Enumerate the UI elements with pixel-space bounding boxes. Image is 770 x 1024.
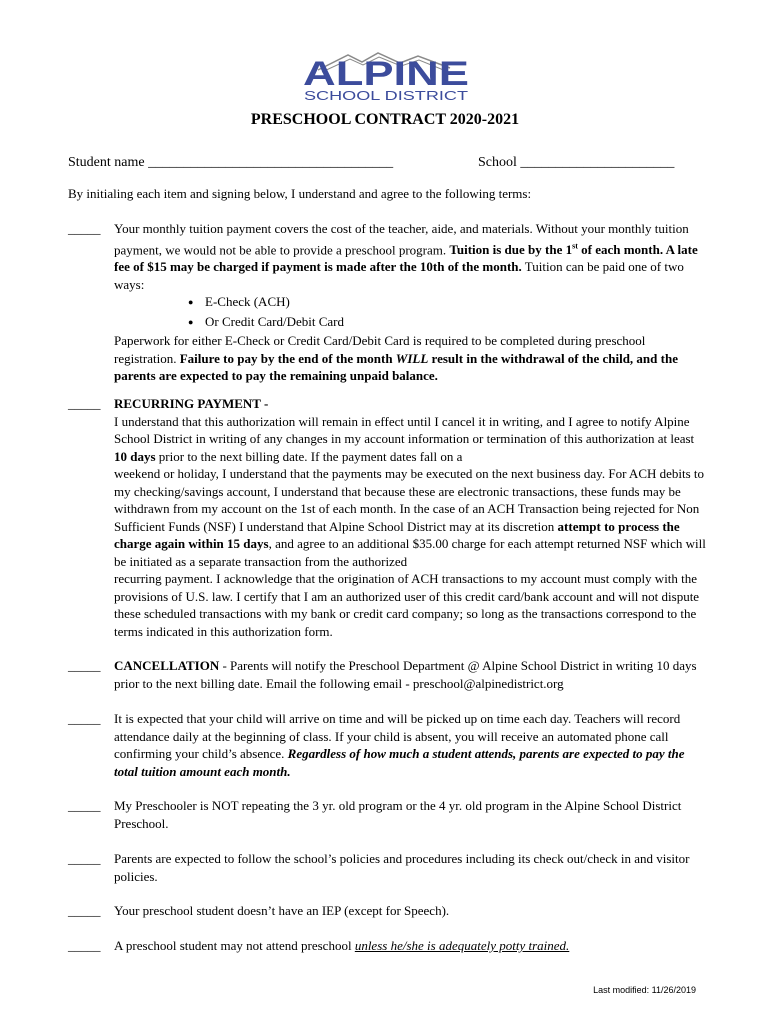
cancellation-text: - Parents will notify the Preschool Department @ Alpine School District in writing 10 days prior to the next billing date. Email the following email - preschool@alpinedistrict.org [114,658,697,691]
tuition-due-text: Tuition is due by the 1st of each month. A late fee of $15 may be charged if payment is made after the 10th of the month. [114,241,698,275]
recurring-heading: RECURRING PAYMENT - [114,396,269,411]
term-potty-trained [68,937,708,955]
initial-blank[interactable]: _____ [68,798,101,813]
payment-methods-list [114,293,708,332]
recurring-text: weekend or holiday, I understand that the payments may be executed on the next business day. For ACH debits to my checking/savings account, I understand that because these are electronic transactions, these funds may be withdrawn from my account on the 1st of each month. In the case of an ACH Transaction being rejected for Non Sufficient Funds (NSF) I understand that Alpine School District may at its discretion [114,466,705,534]
term-text [114,937,708,955]
school-label: School [478,155,517,170]
retry-charge-text: attempt to process the charge again within 15 days [114,518,680,551]
cancellation-heading: CANCELLATION [114,658,220,673]
school-blank[interactable]: ______________________ [520,155,675,170]
term-text [114,220,708,385]
recurring-text: prior to the next billing date. If the payment dates fall on a [155,448,463,464]
term-policies [68,850,708,885]
initial-blank[interactable]: _____ [68,851,101,866]
student-name-label: Student name [68,155,145,170]
term-text: Parents are expected to follow the school’s policies and procedures including its check out/check in and visitor policies. [114,851,690,884]
student-name-blank[interactable]: ___________________________________ [148,155,394,170]
attendance-emphasis: Regardless of how much a student attends, parents are expected to pay the total tuition amount each month. [114,746,685,779]
logo-wordmark: ALPINE [303,55,469,93]
recurring-text: I understand that this authorization will remain in effect until I cancel it in writing, and I agree to notify Alpine School District in writing of any changes in my account information or termination of this authorization at least [114,413,695,446]
initial-blank[interactable]: _____ [68,658,101,673]
term-recurring-payment [68,395,708,640]
last-modified: Last modified: 11/26/2019 [593,985,696,995]
term-text: Your preschool student doesn’t have an IEP (except for Speech). [114,903,450,918]
term-text [114,395,708,640]
initial-blank[interactable]: _____ [68,938,101,953]
initial-blank[interactable]: _____ [68,903,101,918]
term-cancellation [68,657,708,692]
paperwork-text: Paperwork for either E-Check or Credit Card/Debit Card is required to be completed during preschool registration. [114,333,646,366]
initial-blank[interactable]: _____ [68,221,101,236]
term-tuition [68,220,708,385]
ten-days-text: 10 days [114,448,156,464]
tuition-text: Your monthly tuition payment covers the cost of the teacher, aide, and materials. Without your monthly tuition payment, we would not be able to provide a preschool program. [114,221,689,257]
term-attendance [68,710,708,780]
term-text: My Preschooler is NOT repeating the 3 yr. old program or the 4 yr. old program in the Alpine School District Preschool. [114,798,682,831]
list-item: ● Or Credit Card/Debit Card [114,313,708,333]
potty-text: A preschool student may not attend preschool [114,938,355,953]
initial-blank[interactable]: _____ [68,711,101,726]
student-name-field[interactable] [68,155,393,171]
list-item: ● E-Check (ACH) [114,293,708,313]
recurring-text: , and agree to an additional $35.00 charge for each attempt returned NSF which will be initiated as a separate transaction from the authorized [114,536,706,569]
attendance-text: It is expected that your child will arrive on time and will be picked up on time each day. Teachers will record attendance daily at the beginning of class. If your child is absent, you will receive an automated phone call confirming your child’s absence. [114,711,681,761]
alpine-school-district-logo [300,52,472,102]
term-iep [68,902,708,920]
term-not-repeating [68,797,708,832]
intro-text: By initialing each item and signing below, I understand and agree to the following terms: [68,186,532,201]
failure-to-pay-text: Failure to pay by the end of the month WILL result in the withdrawal of the child, and the parents are expected to pay the remaining unpaid balance. [114,350,678,384]
logo-subtitle: SCHOOL DISTRICT [304,89,469,102]
potty-underlined-text: unless he/she is adequately potty trained. [354,938,570,953]
school-field[interactable] [478,155,674,171]
term-text [114,657,708,692]
tuition-ways-text: Tuition can be paid one of two ways: [114,259,684,292]
page-title: PRESCHOOL CONTRACT 2020-2021 [250,111,520,128]
initial-blank[interactable]: _____ [68,396,101,411]
term-text [114,710,708,780]
recurring-text: recurring payment. I acknowledge that the origination of ACH transactions to my account must comply with the provisions of U.S. law. I certify that I am an authorized user of this credit card/bank account and will not dispute these scheduled transactions with my bank or credit card company; so long as the transactions correspond to the terms indicated in this authorization form. [114,571,700,639]
